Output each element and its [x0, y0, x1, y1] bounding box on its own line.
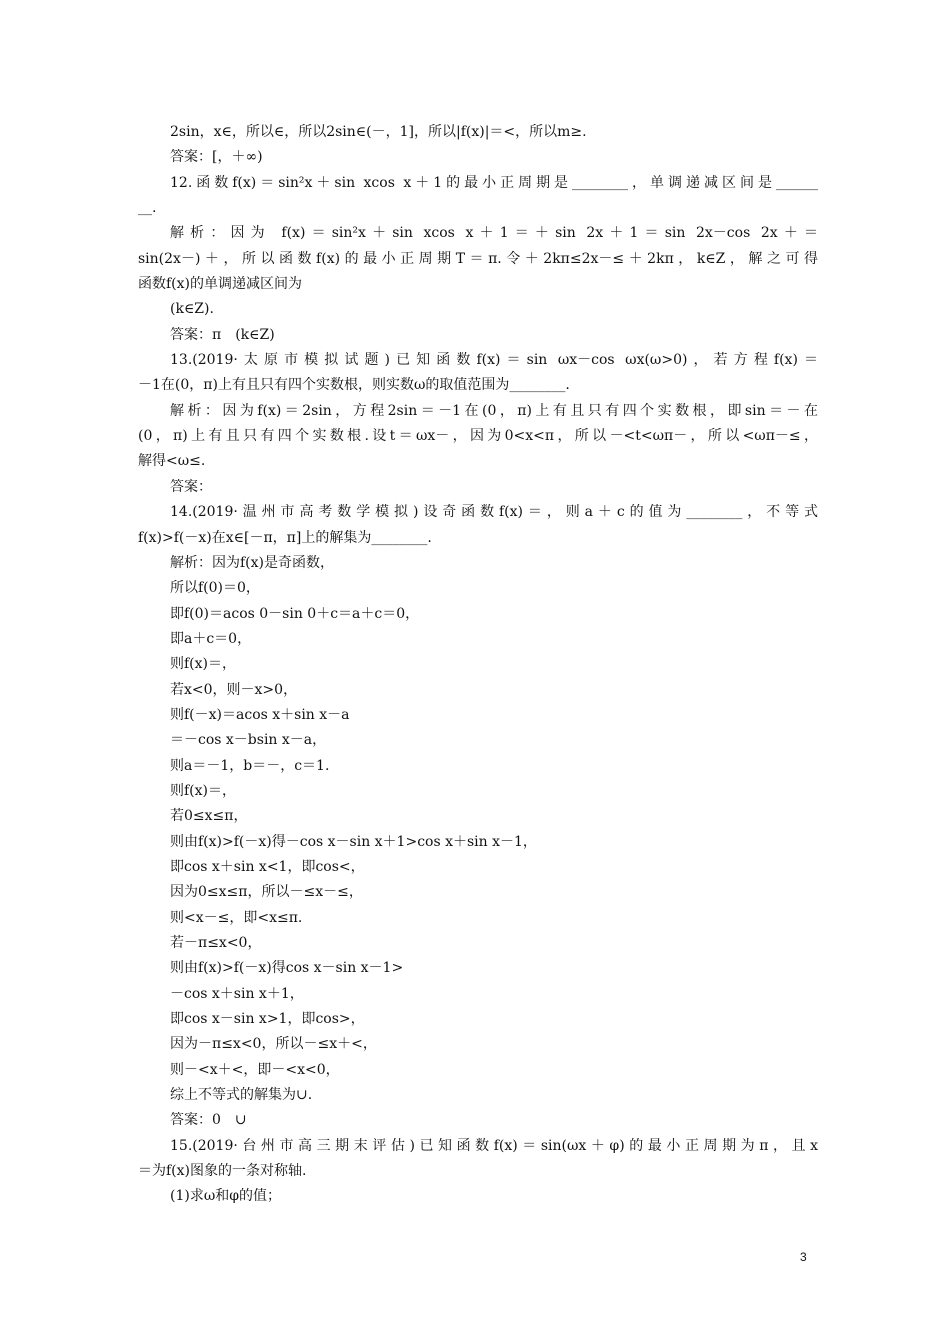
- text-line: 解得<ω≤.: [138, 453, 206, 470]
- text-line: 2sin，x∈，所以∈，所以2sin∈(－，1]，所以|f(x)|＝<，所以m≥.: [170, 124, 587, 140]
- text-line: 答案：π (k∈Z): [170, 326, 275, 343]
- text-line: 即cos x＋sin x<1，即cos<，: [170, 858, 365, 875]
- text-line: 则f(－x)＝acos x＋sin x－a: [170, 706, 350, 723]
- text-line: ＝－cos x－bsin x－a，: [170, 732, 327, 749]
- text-line: 则－<x＋<，即－<x<0，: [170, 1061, 340, 1078]
- text-line: (k∈Z).: [170, 301, 214, 318]
- text-line: 综上不等式的解集为∪.: [170, 1087, 313, 1104]
- page-content: [138, 120, 818, 1210]
- text-line: 解析：因为f(x)是奇函数，: [170, 554, 335, 571]
- text-line: 13.(2019·太原市模拟试题)已知函数f(x)＝sin ωx－cos ωx(ω>0)，若方程f(x)＝: [170, 352, 818, 369]
- text-line: 即a＋c＝0，: [170, 630, 252, 647]
- text-line: 15.(2019·台州市高三期末评估)已知函数f(x)＝sin(ωx＋φ)的最小正周期为π，且x: [170, 1137, 818, 1154]
- text-line: 因为0≤x≤π，所以－≤x－≤，: [170, 884, 363, 901]
- text-line: 因为－π≤x<0，所以－≤x＋<，: [170, 1036, 377, 1053]
- text-line: 解析：因为 f(x)＝sin²x＋sin xcos x＋1＝＋sin 2x＋1＝sin 2x－cos 2x＋＝: [170, 225, 818, 242]
- text-line: 解析：因为f(x)＝2sin，方程2sin＝－1在(0，π)上有且只有四个实数根，即sin＝－在: [170, 402, 818, 419]
- text-line: －1在(0，π)上有且只有四个实数根，则实数ω的取值范围为________.: [138, 377, 570, 394]
- text-line: 即f(0)＝acos 0－sin 0＋c＝a＋c＝0，: [170, 605, 420, 622]
- text-line: －cos x＋sin x＋1，: [170, 985, 304, 1002]
- text-line: 则由f(x)>f(－x)得cos x－sin x－1>: [170, 960, 404, 977]
- text-line: sin(2x－)＋，所以函数f(x)的最小正周期T＝π.令＋2kπ≤2x－≤＋2kπ，k∈Z，解之可得: [138, 250, 818, 267]
- page-number: 3: [800, 1250, 807, 1264]
- text-line: (0，π)上有且只有四个实数根.设t＝ωx－，因为0<x<π，所以－<t<ωπ－，所以<ωπ－≤，: [138, 428, 818, 445]
- text-line: 答案：[，＋∞): [170, 149, 263, 166]
- text-line: 所以f(0)＝0，: [170, 580, 260, 597]
- text-line: 若0≤x≤π，: [170, 808, 248, 825]
- text-line: 若－π≤x<0，: [170, 935, 262, 951]
- text-line: 则<x－≤，即<x≤π.: [170, 909, 303, 926]
- text-line: 答案：: [170, 478, 212, 495]
- text-line: 则f(x)＝，: [170, 782, 237, 799]
- text-line: (1)求ω和φ的值；: [170, 1188, 282, 1205]
- text-line: __.: [138, 200, 157, 217]
- text-line: 14.(2019·温州市高考数学模拟)设奇函数f(x)＝，则a＋c的值为________，不等式: [170, 504, 818, 521]
- text-line: f(x)>f(－x)在x∈[－π，π]上的解集为________.: [138, 529, 432, 546]
- text-line: 则f(x)＝，: [170, 656, 237, 673]
- text-line: 则a＝－1，b＝－，c＝1.: [170, 757, 330, 774]
- text-line: 则由f(x)>f(－x)得－cos x－sin x＋1>cos x＋sin x－1，: [170, 833, 537, 850]
- text-line: 答案：0 ∪: [170, 1112, 247, 1129]
- text-line: 函数f(x)的单调递减区间为: [138, 276, 303, 293]
- text-line: ＝为f(x)图象的一条对称轴.: [138, 1163, 307, 1180]
- text-line: 即cos x－sin x>1，即cos>，: [170, 1011, 365, 1028]
- text-line: 12.函数f(x)＝sin²x＋sin xcos x＋1的最小正周期是________，单调递减区间是______: [170, 174, 818, 191]
- text-line: 若x<0，则－x>0，: [170, 681, 298, 698]
